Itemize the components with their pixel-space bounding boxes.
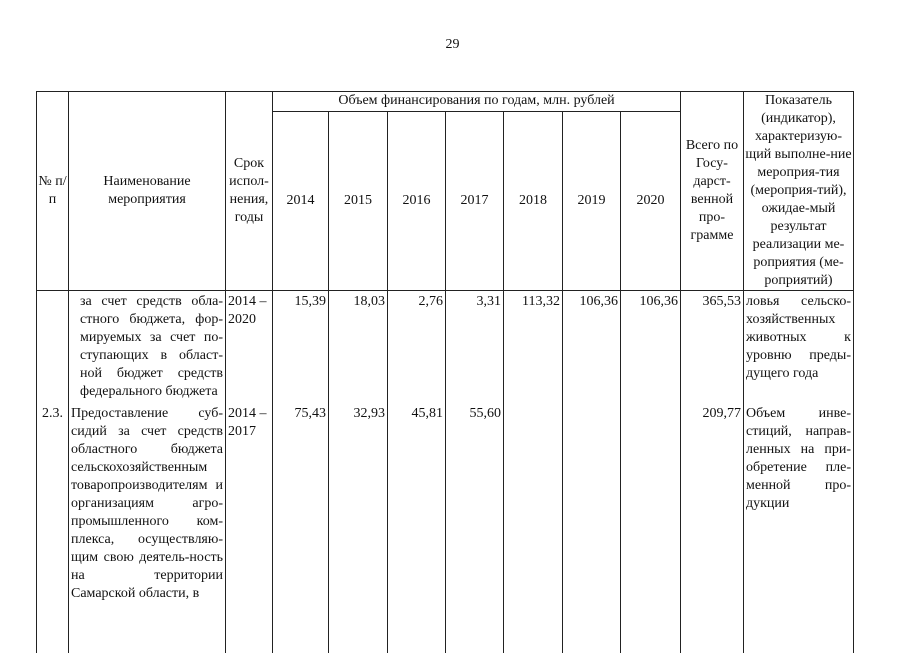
row-value-2014: 15,39: [273, 291, 329, 404]
row-term: 2014 – 2020: [226, 291, 273, 404]
header-indicator: Показатель (индикатор), характеризую-щий выполне-ние мероприя-тия (мероприя-тий), ожидае-мый результат реализации ме-роприятия (ме-роприятий): [744, 92, 854, 291]
header-year: 2015: [329, 111, 388, 290]
header-term: Срок испол-нения, годы: [226, 92, 273, 291]
header-total: Всего по Госу-дарст-венной про-грамме: [681, 92, 744, 291]
header-no: № п/п: [37, 92, 69, 291]
row-value-2018: [504, 403, 563, 653]
row-value-2015: 32,93: [329, 403, 388, 653]
row-value-2014: 75,43: [273, 403, 329, 653]
table-row: [37, 291, 854, 404]
row-value-2020: 106,36: [621, 291, 681, 404]
row-term: 2014 – 2017: [226, 403, 273, 653]
row-value-2018: 113,32: [504, 291, 563, 404]
row-indicator: ловья сельско-хозяйственных животных к уровню преды-дущего года: [744, 291, 854, 404]
header-name: Наименование мероприятия: [69, 92, 226, 291]
row-total: 209,77: [681, 403, 744, 653]
header-year: 2017: [446, 111, 504, 290]
header-year: 2019: [563, 111, 621, 290]
row-value-2017: 55,60: [446, 403, 504, 653]
table-row: [37, 403, 854, 653]
funding-table: [36, 91, 854, 653]
header-year: 2020: [621, 111, 681, 290]
row-total: 365,53: [681, 291, 744, 404]
page-number: 29: [445, 37, 460, 52]
row-value-2016: 2,76: [388, 291, 446, 404]
header-year: 2016: [388, 111, 446, 290]
row-value-2020: [621, 403, 681, 653]
header-funding-group: Объем финансирования по годам, млн. рублей: [273, 92, 681, 112]
row-value-2017: 3,31: [446, 291, 504, 404]
row-value-2019: [563, 403, 621, 653]
row-number: 2.3.: [37, 403, 69, 653]
row-number: [37, 291, 69, 404]
row-name: за счет средств обла-стного бюджета, фор-мируемых за счет по-ступающих в област-ной бюджет средств федерального бюджета: [80, 294, 223, 399]
row-indicator: Объем инве-стиций, направ-ленных на при-обретение пле-менной про-дукции: [744, 403, 854, 653]
row-value-2019: 106,36: [563, 291, 621, 404]
header-year: 2018: [504, 111, 563, 290]
header-year: 2014: [273, 111, 329, 290]
row-value-2015: 18,03: [329, 291, 388, 404]
row-name: Предоставление суб-сидий за счет средств областного бюджета сельскохозяйственным товаропроизводителям и организациям агро-промышленного ком-плекса, осуществляю-щим свою деятель-ность на территории Самарской области, в: [69, 403, 226, 653]
row-value-2016: 45,81: [388, 403, 446, 653]
